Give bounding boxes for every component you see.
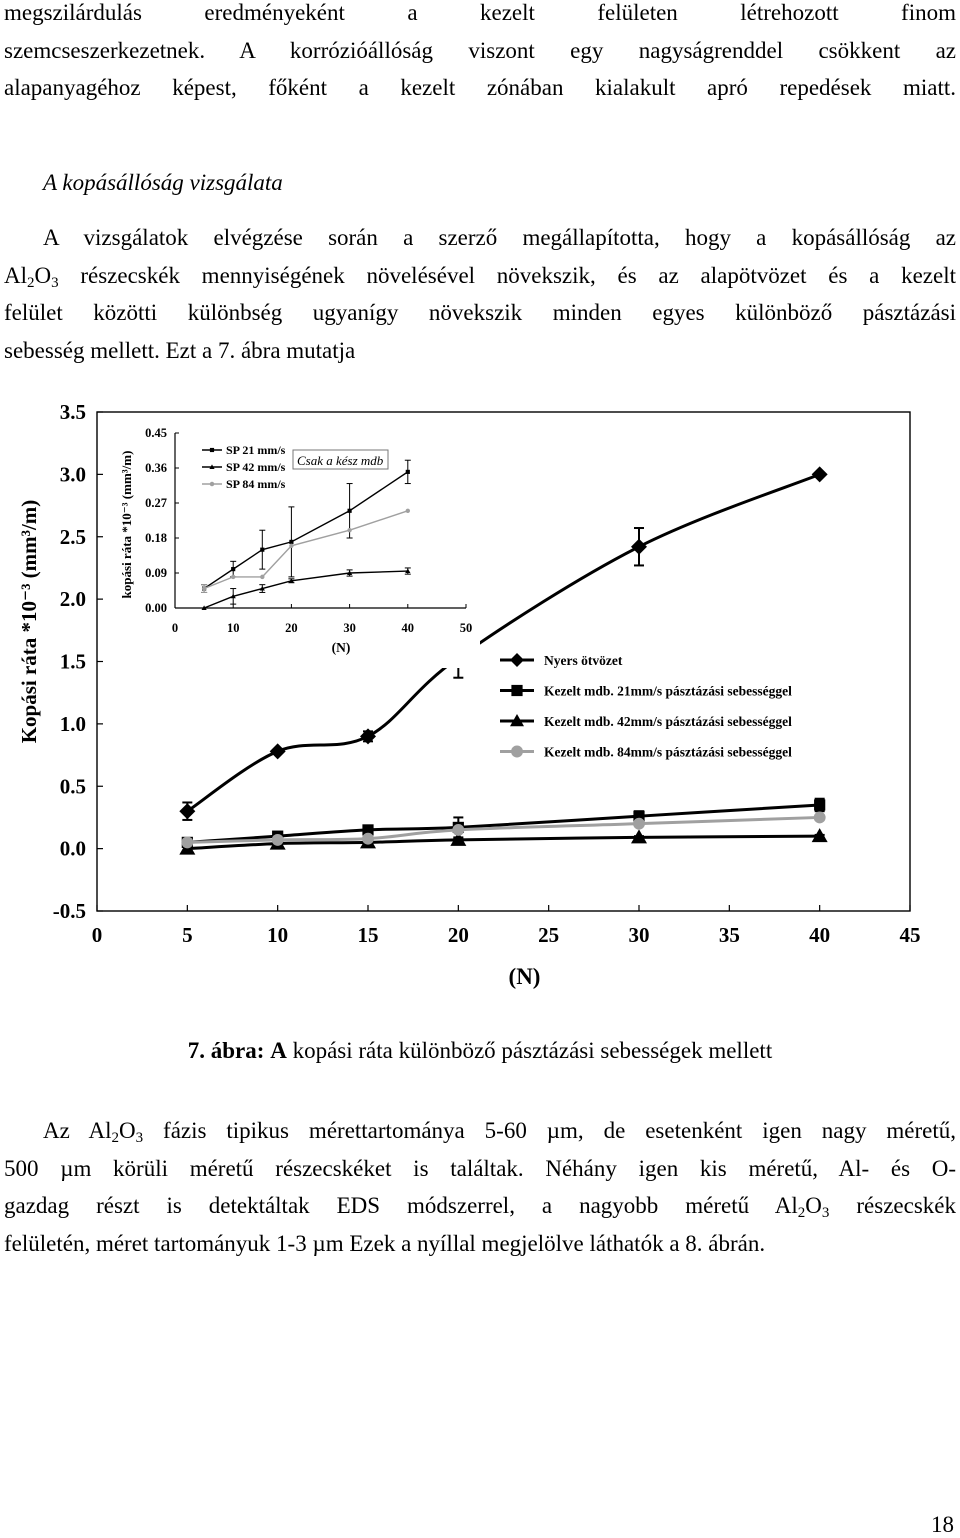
y-tick-label: 1.5 [59,649,86,674]
text-line: szemcseszerkezetnek. A korrózióállóság viszont egy nagyságrenddel csökkent az [4,37,956,63]
text-line: $Al_2O_3$ részecskék mennyiségének növelésével növekszik, és az alapötvözet és a kezelt [4,262,956,291]
inset-data-point [231,567,235,571]
x-tick-label: 20 [447,923,469,947]
text-line: Az $Al_2O_3$ fázis tipikus mérettartománya 5-60 µm, de esetenként igen nagy méretű, [43,1118,956,1146]
data-point [360,728,376,744]
inset-x-tick-label: 30 [343,621,356,635]
inset-data-point [260,548,264,552]
inset-y-tick-label: 0.00 [145,601,167,615]
data-point [814,799,825,810]
y-tick-label: -0.5 [52,899,86,923]
inset-x-tick-label: 40 [401,621,415,635]
inset-y-tick-label: 0.27 [145,496,167,510]
inset-legend-label: SP 84 mm/s [226,477,286,491]
inset-data-point [348,509,352,513]
page-number: 18 [931,1512,954,1537]
x-tick-label: 0 [91,923,103,947]
inset-data-point [202,586,206,590]
legend-label: Kezelt mdb. 84mm/s pásztázási sebességgel [544,744,792,760]
inset-x-tick-label: 50 [459,621,473,635]
inset-data-point [406,470,410,474]
x-tick-label: 15 [357,923,379,947]
x-tick-label: 25 [538,923,560,947]
inset-y-tick-label: 0.36 [145,461,167,475]
x-tick-label: 5 [182,923,193,947]
x-tick-label: 10 [267,923,289,947]
inset-legend-marker [210,482,214,486]
inset-x-tick-label: 20 [285,621,298,635]
y-axis-label: Kopási ráta *10⁻³ (mm³/m) [17,499,41,744]
legend-marker [511,685,522,696]
y-tick-label: 3.5 [59,400,86,424]
paragraph-al2o3-phase [4,1112,956,1262]
inset-data-point [406,509,410,513]
data-point [362,833,374,845]
top-paragraph [4,0,956,107]
legend-marker [511,746,523,758]
inset-chart [110,418,480,668]
text-line: felület közötti különbség ugyanígy növekszik minden egyes különböző pásztázási [4,300,956,325]
inset-annotation: Csak a kész mdb [297,453,384,468]
text-line: felületén, méret tartományuk 1-3 µm Ezek a nyíllal megjelölve láthatók a 8. ábrán. [4,1230,766,1256]
paragraph-wear-resistance [4,219,956,369]
inset-y-tick-label: 0.18 [145,531,167,545]
data-point [181,836,193,848]
section-heading: A kopásállóság vizsgálata [43,170,283,195]
data-point [812,466,828,482]
inset-x-tick-label: 0 [171,621,179,635]
data-point [452,824,464,836]
inset-data-point [231,575,235,579]
x-tick-label: 30 [628,923,650,947]
y-tick-label: 0.0 [59,836,86,861]
inset-y-tick-label: 0.09 [145,566,167,580]
y-tick-label: 1.0 [59,711,86,736]
y-tick-label: 2.5 [59,524,86,549]
inset-legend-label: SP 42 mm/s [226,460,286,474]
text-line: gazdag részt is detektáltak EDS módszerrel, a nagyobb méretű $Al_2O_3$ részecskék [4,1193,956,1221]
x-tick-label: 35 [718,923,740,947]
inset-x-tick-label: 10 [226,621,240,635]
text-line: alapanyagéhoz képest, főként a kezelt zónában kialakult apró repedések miatt. [4,75,956,100]
inset-y-tick-label: 0.45 [145,426,167,440]
figure-caption: 7. ábra: A kopási ráta különböző pásztázási sebességek mellett [187,1038,773,1063]
inset-legend-label: SP 21 mm/s [226,443,286,457]
inset-y-axis-label: kopási ráta *10⁻³ (mm³/m) [119,450,134,599]
y-tick-label: 3.0 [59,462,86,487]
inset-data-point [347,528,351,532]
inset-x-axis-label: (N) [331,640,351,655]
inset-legend-marker [210,448,214,452]
data-point [272,834,284,846]
text-line: sebesség mellett. Ezt a 7. ábra mutatja [4,337,356,363]
inset-data-point [289,544,293,548]
text-line: megszilárdulás eredményeként a kezelt felületen létrehozott finom [4,0,956,25]
text-line: A vizsgálatok elvégzése során a szerző megállapította, hogy a kopásállóság az [43,225,956,250]
inset-data-point [289,540,293,544]
x-axis-label: (N) [508,964,541,989]
text-line: 500 µm körüli méretű részecskéket is találtak. Néhány igen kis méretű, Al- és O- [4,1155,956,1181]
legend-marker [510,653,524,667]
x-tick-label: 40 [809,923,831,947]
legend-label: Kezelt mdb. 42mm/s pásztázási sebességgel [544,714,792,729]
y-tick-label: 0.5 [59,774,86,799]
wear-rate-figure [0,390,960,1000]
data-point [270,743,286,759]
inset-data-point [260,575,264,579]
data-point [633,818,645,830]
data-point [814,811,826,823]
data-point [631,539,647,555]
y-tick-label: 2.0 [59,587,86,612]
x-tick-label: 45 [899,923,921,947]
legend-label: Kezelt mdb. 21mm/s pásztázási sebességgel [544,683,792,699]
legend-label: Nyers ötvözet [544,653,623,668]
